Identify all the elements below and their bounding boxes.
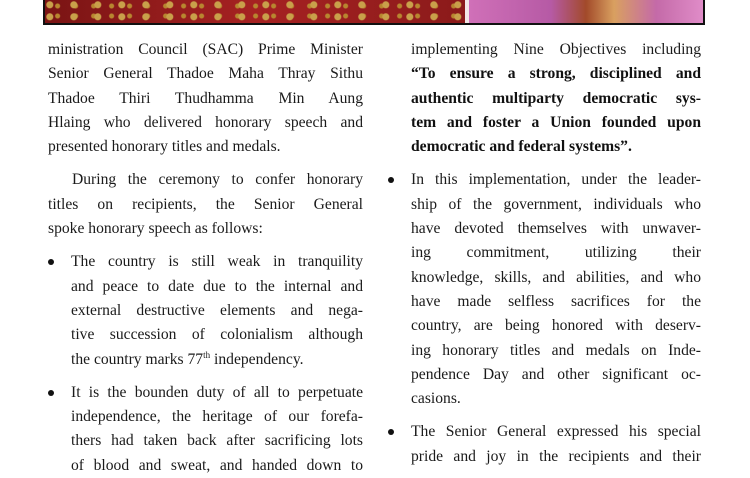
text-line: tive succession of colonialism although	[71, 326, 363, 344]
bullet-item	[48, 250, 363, 371]
bullet-icon	[48, 259, 54, 265]
text-line: presented honorary titles and medals.	[48, 138, 281, 156]
text-line: ministration Council (SAC) Prime Minister	[48, 41, 363, 58]
text-line: have made selfless sacrifices for the	[411, 292, 701, 310]
right-column	[388, 38, 701, 469]
text-run: independency.	[214, 350, 304, 368]
text-line: In this implementation, under the leader-	[411, 171, 701, 189]
text-line: Senior General Thadoe Maha Thray Sithu	[48, 65, 363, 83]
text-line: Thadoe Thiri Thudhamma Min Aung	[48, 89, 363, 107]
text-line: The Senior General expressed his special	[411, 423, 701, 441]
bullet-item	[48, 381, 363, 478]
bullet-icon	[388, 429, 394, 435]
text-line	[411, 111, 701, 135]
text-line: ing honorary titles and medals on Inde-	[411, 341, 701, 359]
text-line: knowledge, skills, and abilities, and who	[411, 268, 701, 286]
ceremony-hall-photo	[45, 0, 465, 23]
text-line: external destructive elements and nega-	[71, 301, 363, 319]
left-column	[48, 38, 363, 478]
text-line	[71, 348, 363, 372]
bold-quote: democratic and federal systems”.	[411, 138, 632, 156]
text-line: Hlaing who delivered honorary speech and	[48, 113, 363, 131]
bullet-item	[388, 168, 701, 411]
bullet-icon	[48, 390, 54, 396]
text-line: spoke honorary speech as follows:	[48, 220, 263, 238]
bullet-item	[388, 420, 701, 469]
text-line: It is the bounden duty of all to perpetuate	[71, 383, 363, 401]
text-line: pendence Day and other significant oc-	[411, 365, 701, 383]
text-line: pride and joy in the recipients and their	[411, 447, 701, 465]
text-line: have devoted themselves with unwaver-	[411, 220, 701, 238]
header-photo-strip	[43, 0, 705, 25]
text-line: The country is still weak in tranquility	[71, 253, 363, 271]
text-line: country, are being honored with deserv-	[411, 317, 701, 335]
text-line: independence, the heritage of our forefa-	[71, 408, 363, 426]
continued-paragraph	[388, 38, 701, 159]
ordinal-suffix: th	[203, 349, 211, 360]
text-line: and peace to date due to the internal and	[71, 277, 363, 295]
bold-quote: authentic multiparty democratic sys-	[411, 89, 701, 107]
text-line: thers had taken back after sacrificing lots	[71, 432, 363, 450]
honoree-photo	[469, 0, 703, 23]
bold-quote: “To ensure a strong, disciplined and	[411, 65, 701, 83]
text-line: casions.	[411, 390, 461, 408]
text-line: titles on recipients, the Senior General	[48, 195, 363, 213]
text-line: implementing Nine Objectives including	[411, 41, 701, 58]
text-run: the country marks 77	[71, 350, 204, 368]
bullet-icon	[388, 177, 394, 183]
text-line: of blood and sweat, and handed down to	[71, 456, 363, 474]
text-line	[411, 87, 701, 111]
bold-quote: tem and foster a Union founded upon	[411, 113, 701, 131]
ceremony-paragraph	[48, 168, 363, 241]
intro-paragraph	[48, 38, 363, 159]
text-line: ing commitment, utilizing their	[411, 244, 701, 262]
text-line: ship of the government, individuals who	[411, 195, 701, 213]
text-line: During the ceremony to confer honorary	[72, 171, 363, 189]
text-line	[411, 135, 701, 159]
text-line	[411, 62, 701, 86]
